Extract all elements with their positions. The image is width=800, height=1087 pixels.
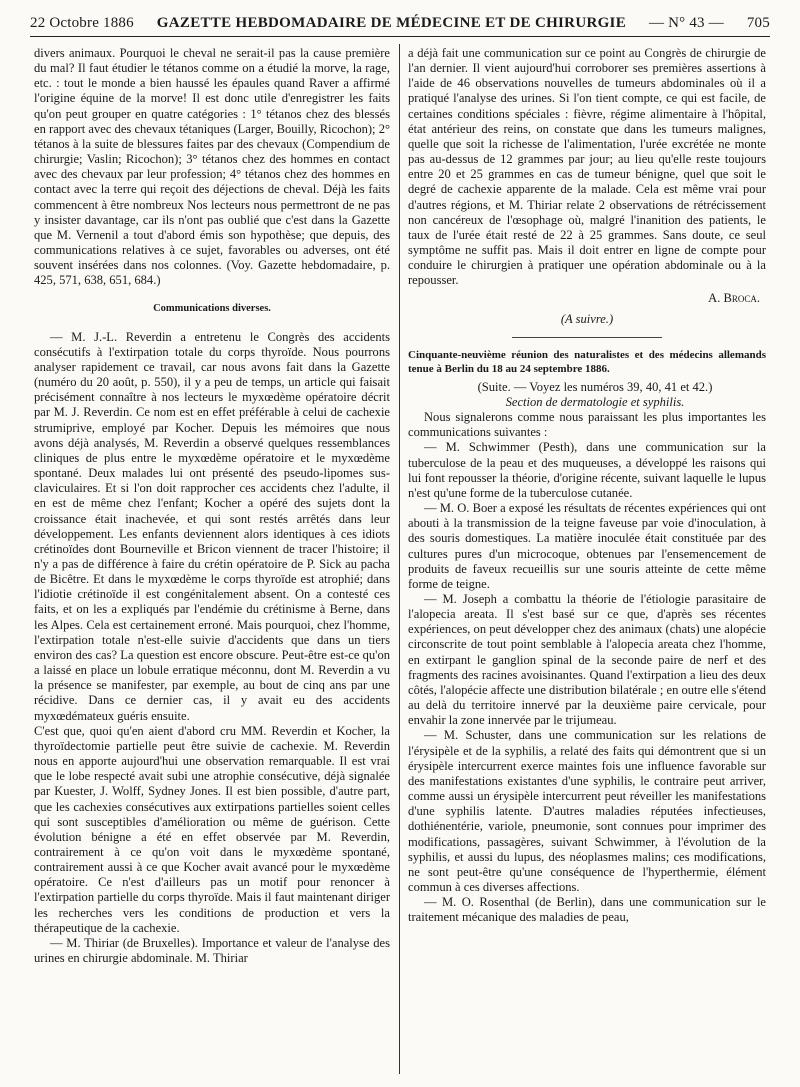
section-heading: Communications diverses. (153, 302, 271, 314)
page-number: 705 (746, 14, 770, 31)
paragraph-joseph: — M. Joseph a combattu la théorie de l'étiologie parasitaire de l'alopecia areata. Il s'est basé sur ce que, d'après ses récentes expériences, on peut développer chez des animaux (chats) une alopécie circonscrite de tout point semblable à l'alopecia areata chez l'homme, en extirpant le ganglion spinal de la seconde paire de nerf et des fragments des racines avoisinantes. Quand l'extirpation a lieu des deux côtés, l'alopécie affecte une distribution bilatérale ; en outre elle s'étend au delà du territoire innervé par la deuxième paire cervicale, pour envahir la zone innervée par le trijumeau. (408, 592, 766, 728)
to-be-continued: (A suivre.) (560, 311, 614, 326)
paragraph-schuster: — M. Schuster, dans une communication sur les relations de l'érysipèle et de la syphilis, a relaté des faits qui démontrent que si un érysipèle intercurrent exerce maintes fois une influence favorable sur des manifestations existantes d'une syphilis, le contraire peut arriver, comme aussi un érysipèle intercurrent peut réveiller les manifestations d'une syphilis latente. D'autres maladies réputées infectieuses, dothiénentérie, variole, pneumonie, sont connues pour imprimer des modifications, passagères, suivant Schwimmer, à l'évolution de la syphilis, et aussi du lupus, des néoplasmes malins; ces modifications, ne sont peut-être qu'une conséquence de l'hyperthermie, élément commun à ces diverses affections. (408, 728, 766, 894)
column-divider (399, 44, 400, 1074)
subsection-heading: Section de dermatologie et syphilis. (505, 394, 685, 409)
meeting-heading: Cinquante-neuvième réunion des naturalistes et des médecins allemands tenue à Berlin du 18 au 24 septembre 1886. (408, 348, 766, 375)
paragraph-thiriar-cont: a déjà fait une communication sur ce point au Congrès de chirurgie de l'an dernier. Il vient aujourd'hui corroborer ses premières assertions à l'aide de 46 observations nouvelles de tumeurs abdominales où il a pratiqué l'analyse des urines. Si l'on tient compte, ce qui est facile, de certaines conditions spéciales : fièvre, régime alimentaire à l'hôpital, état antérieur des reins, on constate que dans les tumeurs malignes, quelle que soit la richesse de l'alimentation, l'urée excrétée ne monte pas au-dessus de 12 grammes par jour; au lieu qu'elle reste toujours entre 20 et 25 grammes en cas de tumeur bénigne, quel que soit le degré de cachexie apparente de la malade. Cela est même vrai pour d'autres régions, et M. Thiriar relate 2 observations de rétrécissement non cancéreux de l'œsophage où, malgré l'inanition des patients, le taux de l'urée était resté de 22 à 25 grammes. Sans doute, ce seul symptôme ne suffit pas. Mais il doit entrer en ligne de compte pour conduire le chirurgien à pratiquer une opération abdominale ou à la repousser. (408, 46, 766, 288)
paragraph-reverdin-cont: C'est que, quoi qu'en aient d'abord cru MM. Reverdin et Kocher, la thyroïdectomie partielle peut être suivie de cachexie. M. Reverdin nous en apporte aujourd'hui une observation remarquable. Il est vrai que le lobe respecté avait subi une atrophie consécutive, déjà signalée par Kuester, J. Wolff, Sydney Jones. Il est bien possible, d'autre part, que les cachexies consécutives aux extirpations partielles soient celles qui sont susceptibles d'amélioration ou même de guérison. Cette évolution bénigne a été en effet observée par M. Reverdin, contrairement à ce qu'on voit dans le myxœdème spontané, contrairement aussi à ce que Kocher avait avancé pour le myxœdème opératoire. Ce n'est d'ailleurs pas un motif pour renoncer à l'extirpation partielle du corps thyroïde. Mais il faut maintenant diriger les recherches vers les conditions de production et vers la thérapeutique de la cachexie. (34, 723, 390, 935)
section-separator (512, 337, 662, 338)
suite-note: (Suite. — Voyez les numéros 39, 40, 41 et 42.) (477, 379, 713, 394)
header-date: 22 Octobre 1886 (30, 14, 134, 31)
paragraph-intro: Nous signalerons comme nous paraissant les plus importantes les communications suivantes : (408, 410, 766, 440)
paragraph-reverdin: — M. J.-L. Reverdin a entretenu le Congrès des accidents consécutifs à l'extirpation totale du corps thyroïde. Nous pourrons analyser rapidement ce travail, car nous avons fait dans la Gazette (numéro du 20 août, p. 550), il y a peu de temps, un article qui faisait précisément connaître à nos lecteurs le myxœdème opératoire décrit par M. J. Reverdin. Ce nom est en effet préférable à celui de cachexie strumiprive, employé par Kocher. Depuis les mémoires que nous avons déjà analysés, M. Reverdin a observé quelques ressemblances cliniques de plus entre le myxœdème opératoire et le myxœdème spontané. Deux malades lui ont présenté des pseudo-lipomes sus-claviculaires. Et si l'on doit rapprocher ces accidents chez l'adulte, il en est de même chez l'enfant; Kocher a opéré des sujets dont la croissance était inachevée, et qui sont restés arrêtés dans leur développement. Les enfants deviennent alors identiques à ces idiots crétinoïdes dont Bourneville et Bricon viennent de tracer l'histoire; il n'y a pas de différence à faire du crétin opératoire de P. Sick au pacha de Bicêtre. Et dans le myxœdème le corps thyroïde est atrophié; dans l'idiotie crétinoïde il est congénitalement absent. On a contesté ces faits, et on les a expliqués par l'endémie du crétinisme à Berne, dans les Alpes. Cela est certainement erroné. Mais pourquoi, chez l'homme, l'extirpation totale n'est-elle suivie d'accidents que dans un tiers environ des cas? La question est encore obscure. Peut-être est-ce qu'on a laissé en place un lobule erratique méconnu, dont M. Reverdin a vu la présence se manifester, par exemple, au bout de cinq ans par une récidive. Dans ce dernier cas, il y avait eu des accidents myxœdémateux guéris ensuite. (34, 329, 390, 723)
journal-title: GAZETTE HEBDOMADAIRE DE MÉDECINE ET DE CHIRURGIE (156, 14, 626, 31)
left-column (34, 46, 390, 966)
paragraph-boer: — M. O. Boer a exposé les résultats de récentes expériences qui ont abouti à la transmission de la teigne faveuse par voie d'inoculation, à des souris domestiques. La matière inoculée était constituée par des cultures pures d'un microcoque, obtenues par l'ensemencement de produits de faveux recueillis sur une souris atteinte de cette même forme de teigne. (408, 501, 766, 591)
author-signature: A. Broca. (708, 290, 760, 305)
paragraph-tetanos: divers animaux. Pourquoi le cheval ne serait-il pas la cause première du mal? Il faut étudier le tétanos comme on a étudié la morve, la rage, etc. : tout le monde a bien haussé les épaules quand Raver a affirmé l'origine équine de la morve! Il est donc utile d'enregistrer les faits qu'on peut grouper en quatre catégories : 1° tétanos chez des blessés en rapport avec des chevaux tétaniques (Larger, Bouilly, Ricochon); 2° tétanos à la suite de blessures faites par des chevaux (Compendium de chirurgie; Vaslin; Ricochon); 3° tétanos chez des hommes en contact avec des chevaux par leur profession; 4° tétanos chez des hommes en contact avec la terre qui reçoit des déjections de cheval. Déjà les faits commencent à être nombreux Nos lecteurs nous permettront de ne pas y insister davantage, car ils n'ont pas oublié que c'est dans la Gazette que M. Vernenil a tout d'abord émis son hypothèse; que depuis, des communications relatives à ce sujet, favorables ou adverses, ont été souvent insérées dans nos colonnes. (Voy. Gazette hebdomadaire, p. 425, 571, 638, 651, 684.) (34, 46, 390, 288)
issue-number: — N° 43 — (648, 14, 724, 31)
paragraph-schwimmer: — M. Schwimmer (Pesth), dans une communication sur la tuberculose de la peau et des muqueuses, a développé les raisons qui lui font repousser la théorie, d'origine récente, suivant laquelle le lupus n'est qu'une forme de la tuberculose cutanée. (408, 440, 766, 500)
running-header (30, 10, 770, 37)
paragraph-thiriar: — M. Thiriar (de Bruxelles). Importance et valeur de l'analyse des urines en chirurgie abdominale. M. Thiriar (34, 935, 390, 966)
paragraph-rosenthal: — M. O. Rosenthal (de Berlin), dans une communication sur le traitement mécanique des maladies de peau, (408, 895, 766, 925)
right-column (408, 46, 766, 925)
